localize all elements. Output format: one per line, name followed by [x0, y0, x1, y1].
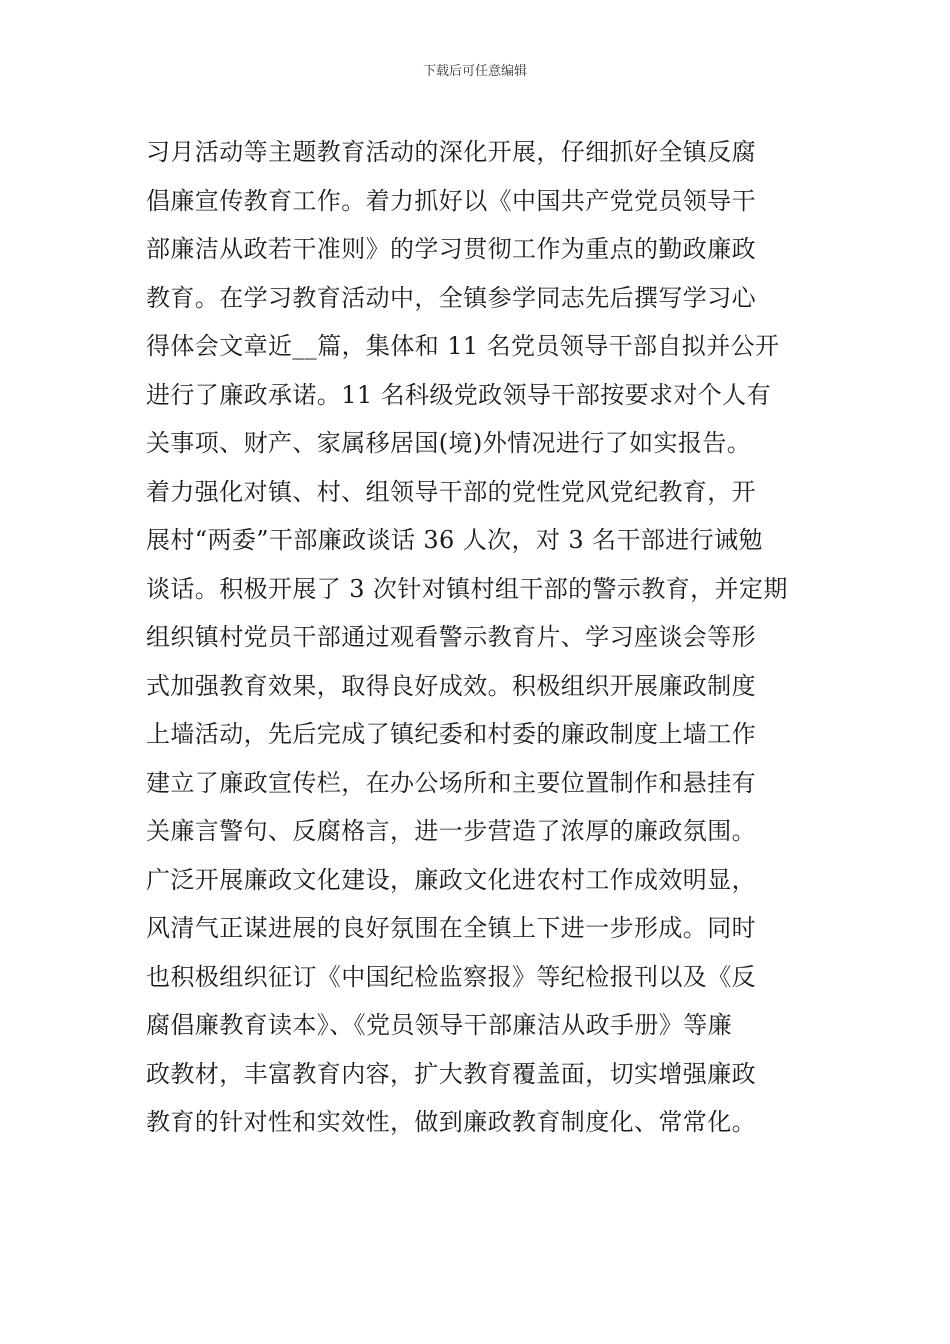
text-line: 建立了廉政宣传栏，在办公场所和主要位置制作和悬挂有 [146, 768, 756, 797]
text-line: 进行了廉政承诺。11 名科级党政领导干部按要求对个人有 [146, 380, 771, 409]
text-line: 倡廉宣传教育工作。着力抓好以《中国共产党党员领导干 [146, 186, 756, 215]
text-line: 也积极组织征订《中国纪检监察报》等纪检报刊以及《反 [146, 962, 756, 991]
text-line: 腐倡廉教育读本》、《党员领导干部廉洁从政手册》等廉 [146, 1011, 732, 1039]
header-note: 下载后可任意编辑 [422, 64, 527, 79]
text-line: 教育的针对性和实效性，做到廉政教育制度化、常常化。 [146, 1108, 756, 1136]
text-line: 上墙活动，先后完成了镇纪委和村委的廉政制度上墙工作 [146, 720, 756, 748]
text-line: 谈话。积极开展了 3 次针对镇村组干部的警示教育，并定期 [146, 574, 788, 603]
text-line: 风清气正谋进展的良好氛围在全镇上下进一步形成。同时 [146, 914, 756, 942]
text-line: 得体会文章近__篇，集体和 11 名党员领导干部自拟并公开 [146, 332, 780, 360]
text-line: 关事项、财产、家属移居国(境)外情况进行了如实报告。 [146, 429, 752, 457]
text-line: 部廉洁从政若干准则》的学习贯彻工作为重点的勤政廉政 [146, 235, 756, 263]
text-line: 组织镇村党员干部通过观看警示教育片、学习座谈会等形 [146, 623, 756, 651]
text-line: 着力强化对镇、村、组领导干部的党性党风党纪教育，开 [146, 477, 756, 506]
text-line: 政教材，丰富教育内容，扩大教育覆盖面，切实增强廉政 [146, 1059, 756, 1088]
text-line: 教育。在学习教育活动中，全镇参学同志先后撰写学习心 [146, 283, 756, 312]
text-line: 关廉言警句、反腐格言，进一步营造了浓厚的廉政氛围。 [146, 817, 756, 845]
body-paragraph [146, 128, 816, 1147]
text-line: 习月活动等主题教育活动的深化开展，仔细抓好全镇反腐 [146, 138, 756, 166]
text-line: 式加强教育效果，取得良好成效。积极组织开展廉政制度 [146, 671, 756, 700]
text-line: 展村“两委”干部廉政谈话 36 人次，对 3 名干部进行诫勉 [146, 526, 763, 554]
text-line: 广泛开展廉政文化建设，廉政文化进农村工作成效明显， [146, 865, 756, 894]
